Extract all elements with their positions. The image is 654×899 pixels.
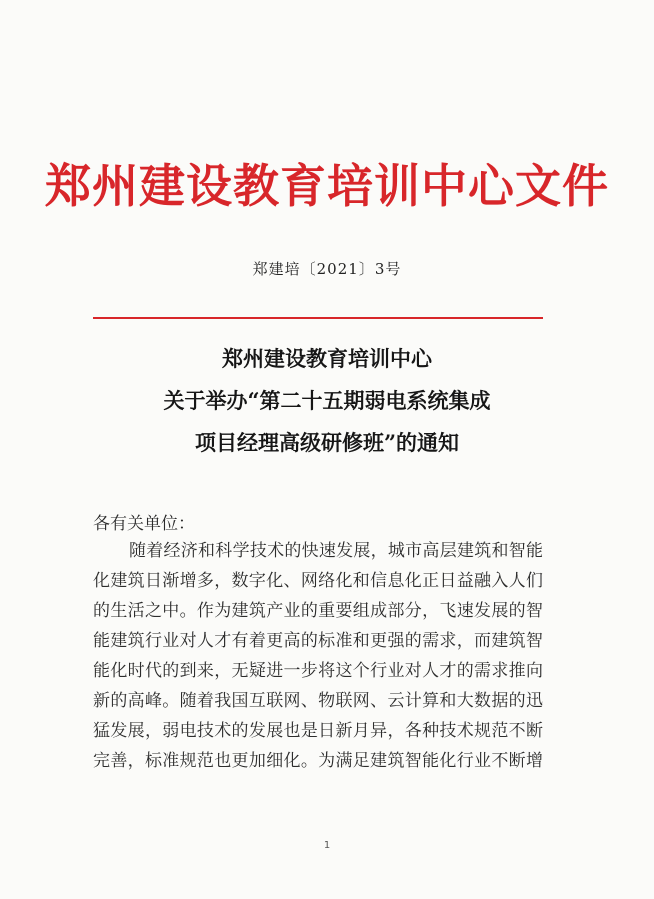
notice-title (0, 338, 654, 464)
red-divider-line (93, 317, 543, 319)
page-number: 1 (323, 840, 331, 851)
salutation: 各有关单位： (93, 514, 195, 534)
document-header-title: 郑州建设教育培训中心文件 (45, 159, 609, 213)
body-line: 新的高峰。随着我国互联网、物联网、云计算和大数据的迅 (93, 691, 543, 711)
body-line: 能化时代的到来，无疑进一步将这个行业对人才的需求推向 (93, 661, 543, 681)
body-line: 的生活之中。作为建筑产业的重要组成部分，飞速发展的智 (93, 601, 543, 621)
body-line: 完善，标准规范也更加细化。为满足建筑智能化行业不断增 (93, 751, 543, 771)
body-line: 能建筑行业对人才有着更高的标准和更强的需求，而建筑智 (93, 631, 543, 651)
notice-title-line: 郑州建设教育培训中心 (222, 346, 432, 371)
notice-title-line: 关于举办“第二十五期弱电系统集成 (163, 388, 491, 413)
document-number: 郑建培〔2021〕3号 (252, 260, 402, 278)
body-line: 猛发展，弱电技术的发展也是日新月异，各种技术规范不断 (93, 721, 543, 741)
body-line: 随着经济和科学技术的快速发展，城市高层建筑和智能 (129, 541, 543, 561)
notice-title-line: 项目经理高级研修班”的通知 (194, 430, 460, 455)
body-line: 化建筑日渐增多，数字化、网络化和信息化正日益融入人们 (93, 571, 543, 591)
body-paragraph (93, 536, 543, 776)
